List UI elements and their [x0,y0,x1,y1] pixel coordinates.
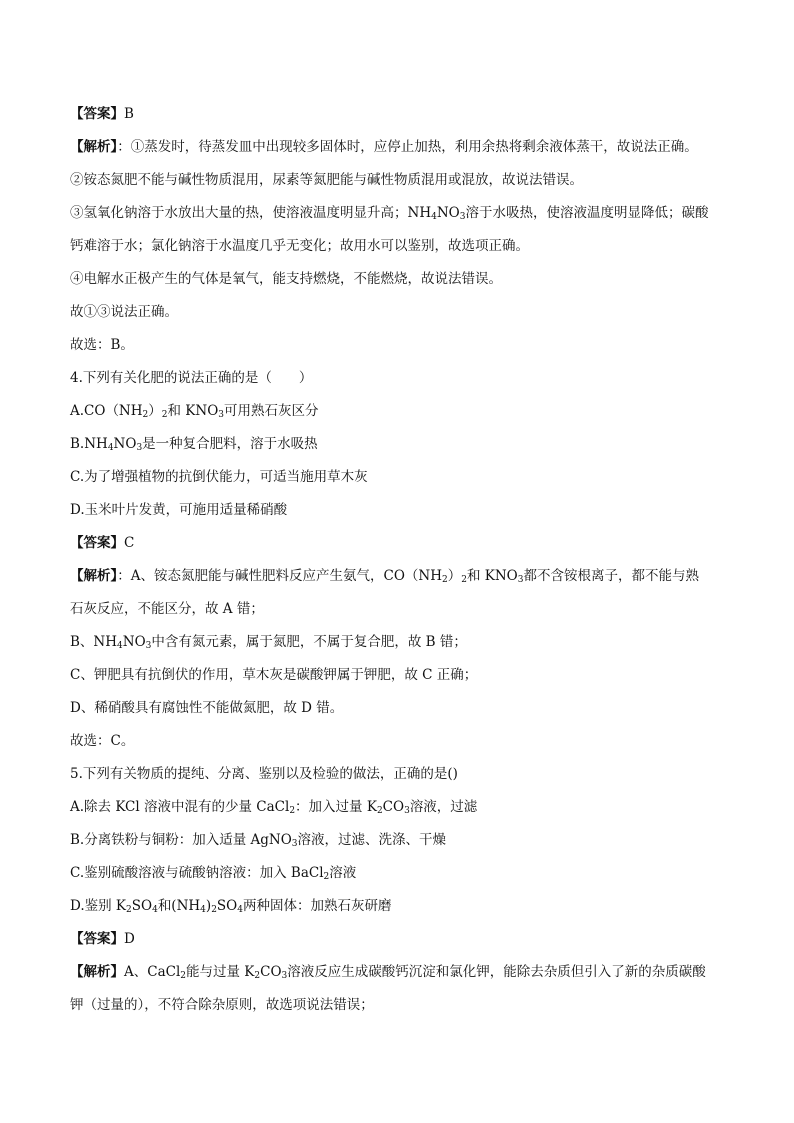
q4-analysis-a-cont [70,593,730,626]
question-stem: 4.下列有关化肥的说法正确的是（ ） [70,370,313,386]
analysis-label: 【解析】 [70,568,118,584]
q3-analysis-1 [70,131,730,164]
option-text: 溶液，过滤、洗涤、干燥 [297,832,447,848]
analysis-text: ：A、铵态氮肥能与碱性肥料反应产生氨气，CO（NH [117,568,442,584]
q4-stem [70,362,730,395]
formula-subscript: 2 [323,872,330,882]
analysis-text: A、CaCl [124,964,181,980]
formula-subscript: 3 [145,641,152,651]
option-text: CO [382,799,405,815]
analysis-text: ③氢氧化钠溶于水放出大量的热，使溶液温度明显升高； [70,205,408,221]
q4-choice [70,725,730,758]
formula-subscript: 2 [441,575,448,585]
analysis-text: ④电解水正极产生的气体是氧气，能支持燃烧，不能燃烧，故说法错误。 [70,271,502,287]
analysis-text: D、稀硝酸具有腐蚀性不能做氮肥，故 D 错。 [70,700,344,716]
q3-analysis-3a [70,197,730,230]
analysis-text: 石灰反应，不能区分，故 A 错； [70,601,264,617]
question-stem: 5.下列有关物质的提纯、分离、鉴别以及检验的做法，正确的是() [70,766,458,782]
q3-analysis-2 [70,164,730,197]
answer-value: C [124,535,135,551]
q4-option-a [70,395,730,428]
option-text: C.为了增强植物的抗倒伏能力，可适当施用草木灰 [70,469,368,485]
option-text: SO [216,898,238,914]
answer-label: 【答案】 [70,106,124,122]
choice-text: 故选：C。 [70,733,135,749]
option-text: 可用熟石灰区分 [224,403,319,419]
formula-part: NH [407,205,432,221]
option-text: ） [148,403,162,419]
q5-option-a [70,791,730,824]
option-text: D.鉴别 K [70,898,127,914]
option-text: 和(NH [157,898,201,914]
analysis-text: 钙难溶于水；氯化钠溶于水温度几乎无变化；故用水可以鉴别，故选项正确。 [70,238,529,254]
option-text: 溶液 [329,865,357,881]
answer-label: 【答案】 [70,931,124,947]
formula-subscript: 4 [117,641,123,651]
option-text: SO [131,898,153,914]
formula-subscript: 3 [517,575,524,585]
option-text: 溶液，过滤 [409,799,478,815]
formula-part: NO [436,205,460,221]
formula-subscript: 3 [459,212,466,222]
option-text: 两种固体：加熟石灰研磨 [242,898,392,914]
answer-value: B [124,106,134,122]
formula-subscript: 2 [376,806,383,816]
q3-analysis-3b [70,230,730,263]
q5-option-b [70,824,730,857]
analysis-text: 和 KNO [466,568,518,584]
q5-analysis-1 [70,956,730,989]
analysis-text: ：①蒸发时，待蒸发皿中出现较多固体时，应停止加热，利用余热将剩余液体蒸干，故说法正确。 [117,139,698,155]
answer-label: 【答案】 [70,535,124,551]
formula-subscript: 4 [237,905,243,915]
analysis-text: C、钾肥具有抗倒伏的作用，草木灰是碳酸钾属于钾肥，故 C 正确； [70,667,478,683]
formula-subscript: 2 [180,971,187,981]
analysis-text: NO [122,634,146,650]
formula-subscript: 3 [218,410,224,420]
analysis-text: B、NH [70,634,118,650]
q5-answer [70,923,730,956]
formula-subscript: 2 [211,905,217,915]
q4-analysis-c [70,659,730,692]
q3-analysis-4 [70,263,730,296]
q5-option-c [70,857,730,890]
q4-option-d [70,494,730,527]
option-text: B.分离铁粉与铜粉：加入适量 AgNO [70,832,292,848]
formula-subscript: 4 [200,905,206,915]
formula-subscript: 2 [161,410,168,420]
formula-subscript: 2 [126,905,132,915]
formula-subscript: 2 [254,971,261,981]
answer-value: D [124,931,135,947]
option-text: A.除去 KCl 溶液中混有的少量 CaCl [70,799,290,815]
analysis-text: 都不含铵根离子，都不能与熟 [523,568,699,584]
q4-answer [70,527,730,560]
choice-text: 故选：B。 [70,337,134,353]
analysis-text: CO [260,964,282,980]
analysis-text: ②铵态氮肥不能与碱性物质混用，尿素等氮肥能与碱性物质混用或混放，故说法错误。 [70,172,583,188]
option-text: D.玉米叶片发黄，可施用适量稀硝酸 [70,502,288,518]
option-text: ) [205,898,212,914]
option-text: A.CO（NH [70,403,143,419]
formula-subscript: 4 [431,212,437,222]
analysis-text: 溶液反应生成碳酸钙沉淀和氯化钾，能除去杂质但引入了新的杂质碳酸 [287,964,706,980]
formula-subscript: 4 [152,905,158,915]
formula-subscript: 2 [142,410,149,420]
option-text: 是一种复合肥料，溶于水吸热 [142,436,318,452]
formula-subscript: 3 [404,806,410,816]
q3-conclusion [70,296,730,329]
option-text: NO [113,436,137,452]
q3-answer [70,98,730,131]
formula-subscript: 3 [291,839,298,849]
formula-subscript: 2 [289,806,296,816]
analysis-text: 溶于水吸热，使溶液温度明显降低；碳酸 [465,205,709,221]
q5-analysis-2 [70,989,730,1022]
q4-analysis-b [70,626,730,659]
q4-option-b [70,428,730,461]
q5-stem [70,758,730,791]
formula-subscript: 2 [461,575,467,585]
option-text: C.鉴别硫酸溶液与硫酸钠溶液：加入 BaCl [70,865,324,881]
q4-option-c [70,461,730,494]
analysis-label: 【解析】 [70,964,124,980]
option-text: ：加入过量 K [295,799,377,815]
analysis-label: 【解析】 [70,139,118,155]
formula-subscript: 3 [136,443,143,453]
q5-option-d [70,890,730,923]
q4-analysis-d [70,692,730,725]
q4-analysis-a [70,560,730,593]
conclusion-text: 故①③说法正确。 [70,304,178,320]
option-text: B.NH [70,436,108,452]
option-text: 和 KNO [167,403,219,419]
formula-subscript: 3 [281,971,288,981]
q3-choice [70,329,730,362]
analysis-text: 中含有氮元素，属于氮肥，不属于复合肥，故 B 错； [151,634,467,650]
formula-subscript: 4 [107,443,114,453]
analysis-text: 钾（过量的），不符合除杂原则，故选项说法错误； [70,997,374,1013]
document-page [70,98,730,1022]
analysis-text: 能与过量 K [186,964,255,980]
analysis-text: ） [447,568,462,584]
